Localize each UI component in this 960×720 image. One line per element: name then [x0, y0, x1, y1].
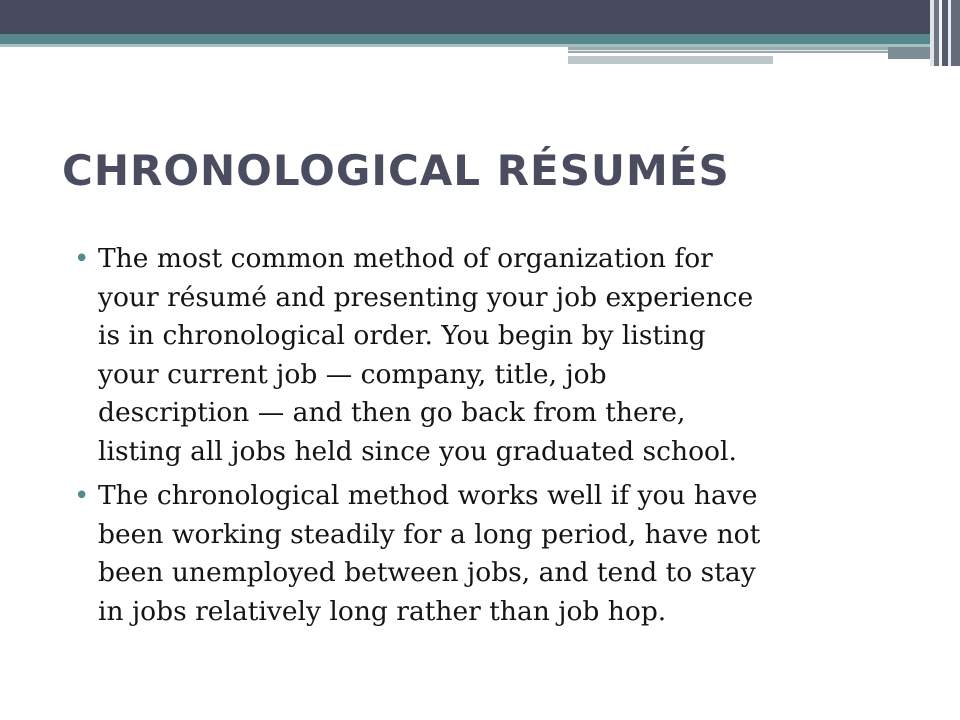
bullet-line: your current job — company, title, job [98, 358, 607, 390]
bullet-line: been unemployed between jobs, and tend to stay [98, 557, 756, 588]
header-accent-segment-short [568, 56, 773, 64]
bullet-line: been working steadily for a long period, have not [98, 518, 761, 550]
header-vertical-stripe [951, 0, 960, 66]
bullet-line: listing all jobs held since you graduated school. [98, 435, 737, 467]
bullet-line: your résumé and presenting your job experience [98, 281, 754, 313]
bullet-item [74, 477, 914, 631]
bullet-line: The chronological method works well if you have [98, 480, 758, 511]
header-accent-highlight [568, 50, 888, 51]
bullet-line: The most common method of organization for [98, 243, 713, 274]
header-bar-teal [0, 34, 960, 44]
header-bar-dark [0, 0, 960, 34]
bullet-line: in jobs relatively long rather than job hop. [98, 595, 667, 627]
bullet-list [74, 240, 914, 637]
slide-title: CHRONOLOGICAL RÉSUMÉS [62, 146, 730, 195]
bullet-line: is in chronological order. You begin by listing [98, 320, 706, 351]
header-accent-block [888, 47, 930, 59]
bullet-dot-icon: • [74, 244, 90, 274]
bullet-line: description — and then go back from there, [98, 397, 686, 428]
bullet-dot-icon: • [74, 481, 90, 511]
bullet-item [74, 240, 914, 471]
